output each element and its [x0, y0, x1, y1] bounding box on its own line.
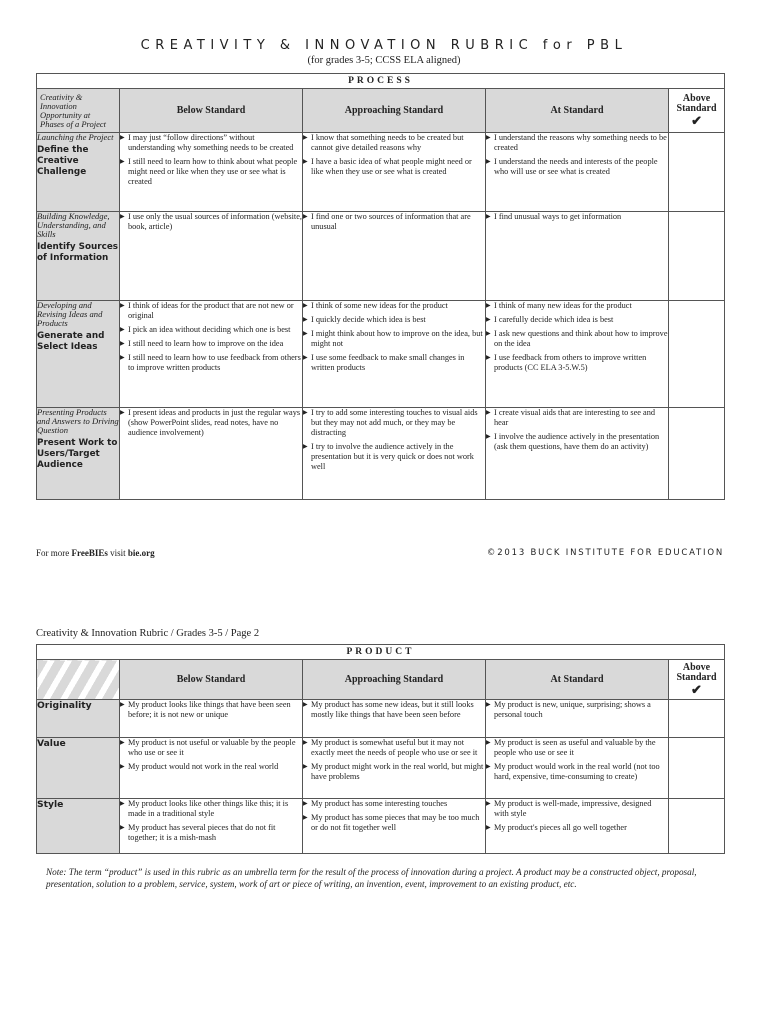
phase-cell — [37, 408, 120, 500]
phase-cell — [37, 133, 120, 212]
approaching-standard-cell — [303, 799, 486, 854]
checkmark-icon: ✔ — [691, 682, 702, 697]
rubric-bullet: ▶ My product's pieces all go well together — [486, 823, 668, 833]
product-row — [37, 799, 725, 854]
below-standard-cell — [120, 212, 303, 301]
phase-name: Launching the Project — [37, 132, 114, 142]
footer-freebies-bold: FreeBIEs — [71, 548, 108, 558]
below-standard-cell — [120, 301, 303, 408]
approaching-standard-cell — [303, 212, 486, 301]
process-rows — [37, 133, 725, 500]
phase-task: Present Work to Users/Target Audience — [37, 438, 118, 470]
product-rubric-table — [36, 644, 725, 854]
above-standard-checkbox-cell[interactable] — [669, 301, 725, 408]
rubric-bullet: ▶ I think of ideas for the product that are not new or original — [120, 301, 302, 321]
process-row — [37, 301, 725, 408]
footer-copyright: ©2013 BUCK INSTITUTE FOR EDUCATION — [486, 548, 724, 558]
rubric-bullet: ▶ I may just “follow directions” without understanding why something needs to be created — [120, 133, 302, 153]
footer-text-visit: visit — [107, 548, 128, 558]
product-row — [37, 700, 725, 738]
criterion-cell: Originality — [37, 700, 120, 738]
rubric-bullet: ▶ I try to add some interesting touches to visual aids but they may not add much, or they may be distracting — [303, 408, 485, 438]
rubric-bullet: ▶ I think of some new ideas for the product — [303, 301, 485, 311]
product-banner: PRODUCT — [37, 645, 725, 660]
document-subtitle: (for grades 3-5; CCSS ELA aligned) — [307, 55, 461, 66]
phase-name: Presenting Products and Answers to Driving Question — [37, 407, 119, 435]
rubric-bullet: ▶ My product is new, unique, surprising; shows a personal touch — [486, 700, 668, 720]
rubric-bullet: ▶ My product looks like other things like this; it is made in a traditional style — [120, 799, 302, 819]
rubric-bullet: ▶ I still need to learn how to think about what people might need or like when they use or see what is created — [120, 157, 302, 187]
phase-cell — [37, 301, 120, 408]
rubric-bullet: ▶ I ask new questions and think about how to improve on the idea — [486, 329, 668, 349]
rubric-bullet: ▶ My product is well-made, impressive, designed with style — [486, 799, 668, 819]
document-title: CREATIVITY & INNOVATION RUBRIC for PBL — [140, 38, 628, 53]
product-rows — [37, 700, 725, 854]
rubric-bullet: ▶ I use feedback from others to improve written products (CC ELA 3-5.W.5) — [486, 353, 668, 373]
above-standard-label: Above Standard — [676, 662, 717, 683]
header-at-standard: At Standard — [486, 89, 669, 133]
product-header-at-standard: At Standard — [486, 660, 669, 700]
at-standard-cell — [486, 738, 669, 799]
above-standard-checkbox-cell[interactable] — [669, 738, 725, 799]
at-standard-cell — [486, 133, 669, 212]
header-approaching-standard: Approaching Standard — [303, 89, 486, 133]
rubric-bullet: ▶ I have a basic idea of what people might need or like when they use or see what is created — [303, 157, 485, 177]
rubric-bullet: ▶ I still need to learn how to improve on the idea — [120, 339, 302, 349]
below-standard-cell — [120, 738, 303, 799]
at-standard-cell — [486, 799, 669, 854]
criterion-cell: Value — [37, 738, 120, 799]
approaching-standard-cell — [303, 408, 486, 500]
process-row — [37, 133, 725, 212]
process-row — [37, 408, 725, 500]
above-standard-checkbox-cell[interactable] — [669, 408, 725, 500]
checkmark-icon: ✔ — [691, 113, 702, 128]
rubric-bullet: ▶ I create visual aids that are interesting to see and hear — [486, 408, 668, 428]
rubric-bullet: ▶ I involve the audience actively in the presentation (ask them questions, have them do an activity) — [486, 432, 668, 452]
criterion-cell: Style — [37, 799, 120, 854]
at-standard-cell — [486, 301, 669, 408]
above-standard-checkbox-cell[interactable] — [669, 212, 725, 301]
footer-text: For more — [36, 548, 72, 558]
rubric-bullet: ▶ My product has some interesting touches — [303, 799, 485, 809]
rubric-bullet: ▶ I understand the reasons why something needs to be created — [486, 133, 668, 153]
rubric-bullet: ▶ I might think about how to improve on the idea, but might not — [303, 329, 485, 349]
rubric-bullet: ▶ I find one or two sources of information that are unusual — [303, 212, 485, 232]
rubric-bullet: ▶ My product might work in the real world, but might have problems — [303, 762, 485, 782]
approaching-standard-cell — [303, 133, 486, 212]
rubric-bullet: ▶ My product is somewhat useful but it may not exactly meet the needs of people who use or see it — [303, 738, 485, 758]
rubric-bullet: ▶ I carefully decide which idea is best — [486, 315, 668, 325]
rubric-bullet: ▶ My product has some pieces that may be too much or do not fit together well — [303, 813, 485, 833]
at-standard-cell — [486, 212, 669, 301]
phase-name: Developing and Revising Ideas and Products — [37, 300, 103, 328]
rubric-bullet: ▶ I quickly decide which idea is best — [303, 315, 485, 325]
below-standard-cell — [120, 799, 303, 854]
at-standard-cell — [486, 700, 669, 738]
rubric-bullet: ▶ I find unusual ways to get information — [486, 212, 668, 222]
phase-task: Define the Creative Challenge — [37, 145, 89, 177]
above-standard-checkbox-cell[interactable] — [669, 799, 725, 854]
rubric-bullet: ▶ My product would work in the real world (not too hard, expensive, time-consuming to create) — [486, 762, 668, 782]
below-standard-cell — [120, 133, 303, 212]
header-above-standard — [669, 89, 725, 133]
process-row — [37, 212, 725, 301]
rubric-bullet: ▶ I pick an idea without deciding which one is best — [120, 325, 302, 335]
rubric-bullet: ▶ I still need to learn how to use feedback from others to improve written products — [120, 353, 302, 373]
below-standard-cell — [120, 700, 303, 738]
rubric-bullet: ▶ I use some feedback to make small changes in written products — [303, 353, 485, 373]
rubric-bullet: ▶ My product looks like things that have been seen before; it is not new or unique — [120, 700, 302, 720]
at-standard-cell — [486, 408, 669, 500]
rubric-bullet: ▶ I think of many new ideas for the product — [486, 301, 668, 311]
approaching-standard-cell — [303, 738, 486, 799]
rubric-bullet: ▶ My product is not useful or valuable by the people who use or see it — [120, 738, 302, 758]
process-banner: PROCESS — [37, 74, 725, 89]
below-standard-cell — [120, 408, 303, 500]
rubric-bullet: ▶ I understand the needs and interests of the people who will use or see what is created — [486, 157, 668, 177]
product-header-approaching-standard: Approaching Standard — [303, 660, 486, 700]
criteria-header-decoration — [37, 660, 120, 700]
rubric-bullet: ▶ I present ideas and products in just the regular ways (show PowerPoint slides, read notes, have no audience involvement) — [120, 408, 302, 438]
approaching-standard-cell — [303, 301, 486, 408]
product-header-above-standard — [669, 660, 725, 700]
page2-label: Creativity & Innovation Rubric / Grades 3-5 / Page 2 — [36, 628, 260, 639]
above-standard-checkbox-cell[interactable] — [669, 133, 725, 212]
above-standard-checkbox-cell[interactable] — [669, 700, 725, 738]
rubric-bullet: ▶ I use only the usual sources of information (website, book, article) — [120, 212, 302, 232]
product-row — [37, 738, 725, 799]
header-below-standard: Below Standard — [120, 89, 303, 133]
approaching-standard-cell — [303, 700, 486, 738]
phase-header: Creativity & Innovation Opportunity at Phases of a Project — [37, 89, 120, 133]
phase-name: Building Knowledge, Understanding, and Skills — [37, 211, 110, 239]
above-standard-label: Above Standard — [676, 93, 717, 114]
rubric-bullet: ▶ My product would not work in the real world — [120, 762, 302, 772]
phase-cell — [37, 212, 120, 301]
footer-freebies — [36, 548, 155, 558]
rubric-bullet: ▶ My product has several pieces that do not fit together; it is a mish-mash — [120, 823, 302, 843]
product-header-below-standard: Below Standard — [120, 660, 303, 700]
rubric-bullet: ▶ My product has some new ideas, but it still looks mostly like things that have been seen before — [303, 700, 485, 720]
phase-task: Identify Sources of Information — [37, 242, 119, 263]
footer-link-bie[interactable]: bie.org — [127, 548, 155, 558]
phase-task: Generate and Select Ideas — [37, 331, 105, 352]
rubric-bullet: ▶ My product is seen as useful and valuable by the people who use or see it — [486, 738, 668, 758]
rubric-bullet: ▶ I try to involve the audience actively in the presentation but it is very quick or does not work well — [303, 442, 485, 472]
rubric-note: Note: The term “product” is used in this rubric as an umbrella term for the result of the process of innovation during a project. A product may be a constructed object, proposal, presentation, solution to a problem, service, system, work of art or piece of writing, an invention, event, improvement to an existing product, etc. — [46, 867, 697, 889]
rubric-bullet: ▶ I know that something needs to be created but cannot give detailed reasons why — [303, 133, 485, 153]
process-rubric-table — [36, 73, 725, 500]
